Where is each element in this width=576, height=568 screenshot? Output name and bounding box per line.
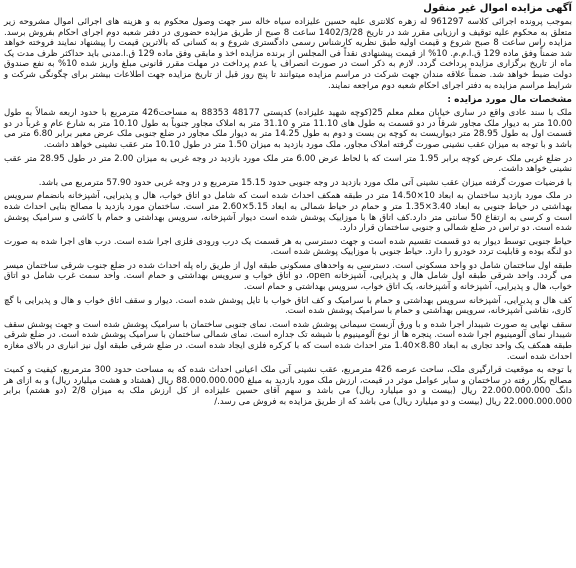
property-paragraph-4: در ملک مورد بازدید ساختمان به ابعاد 10×14.50 متر در طبقه همکف احداث شده است که شامل دو اتاق خواب، هال و پذیرایی، آشپزخانه بانضمام سرویس بهداشتی در حیاط جنوبی به ابعاد 3.40×1.35 متر و حمام در حیاط شمالی به ابعاد 5.15×2.60 متر است. ساختمان مورد بازدید با مصالح بنایی احداث شده است و کرسی به ارتفاع 50 سانتی متر دارد.کف اتاق ها با موزاییک پوشش شده است دیوار آشپزخانه، سرویس بهداشتی و حمام با کاشی و سرامیک پوشش شده است. دو تراس در ضلع شمالی و جنوبی ساختمان قرار دارد. <box>4 191 573 234</box>
auction-notice <box>4 2 572 566</box>
property-paragraph-5: حیاط جنوبی توسط دیوار به دو قسمت تقسیم شده است و جهت دسترسی به هر قسمت یک درب ورودی فلزی اجرا شده است. درب های اجرا شده به صورت دو لنگه بوده و قابلیت تردد خودرو را دارد. حیاط جنوبی با موزاییک پوشش شده است. <box>4 236 572 258</box>
property-paragraph-3: با فرضیات صورت گرفته میزان عقب نشینی آتی ملک مورد بازدید در وجه جنوبی حدود 15.15 مترمربع و در وجه غربی حدود 57.90 مترمربع می باشد. <box>38 177 572 188</box>
property-paragraph-1: ملک با سند عادی واقع در ساری خیابان معلم معلم 25(کوچه شهید علیزاده) کدپستی 48177 88353 به مساحت426 مترمربع با حدود اربعه شمالاً به طول 10.00 متر به دیوار ملک مجاور شرقاً در دو قسمت به طول های 11.10 متر و 31.10 متر به املاک مجاور جنوباً به طول 10.10 متر به شارع عام و غرباً در دو قسمت اول به طول 28.95 متر دیواریست به کوچه بن بست و دوم به طول 14.25 متر به دیوار ملک مجاور در ضلع جنوبی ملک عرض معبر برابر 6.80 متر می باشد و با توجه به میزان عقب نشینی صورت گرفته املاک مجاور، ملک مورد بازدید به میزان 1.50 متر در طول 10.10 متر عقب نشینی خواهد داشت. <box>4 108 573 150</box>
property-paragraph-8: سقف نهایی به صورت شیبدار اجرا شده و با ورق آزبست سیمانی پوشش شده است. نمای جنوبی ساختمان با سرامیک پوشش شده است و جهت پوشش سقف شیبدار نمای آلومینیوم اجرا شده است. پنجره ها از نوع آلومینیوم با شیشه تک جداره است. نمای شمالی ساختمان با سرامیک پوشش شده است. در ضلع شرقی طبقه همکف یک واحد تجاری به ابعاد 8.80×1.40 متر احداث شده است که با کرکره فلزی ایجاد شده است. در ضلع شرقی طبقه اول نیز انباری در بالای مغازه احداث شده است. <box>4 319 572 362</box>
property-valuation: با توجه به موقعیت قرارگیری ملک، ساحت عرصه 426 مترمربع، عقب نشینی آتی ملک اعیانی احداث شده که به مساحت حدود 300 مترمربع، کیفیت و کمیت مصالح بکار رفته در ساختمان و سایر عوامل موثر در قیمت، ارزش ملک مورد بازدید به مبلغ 88.000.000.000 ریال (هشتاد و هشت میلیارد ریال) و به ازای هر دانگ 22.000.000.000 ریال (بیست و دو میلیارد ریال) می باشد و سهم آقای حسین علیزاده از کل ارزش ملک به میزان 2/8 (دو هشتم) برابر 22.000.000.000 ریال (بیست و دو میلیارد ریال) می باشد که از طریق مزایده به فروش می رسد./ <box>4 365 573 407</box>
notice-intro: بموجب پرونده اجرائی کلاسه 961297 له زهره کلانتری علیه حسین علیزاده سیاه خاله سر جهت وصول محکوم به و هزینه های اجرائی اموال مشروحه زیر متعلق به محکوم علیه توقیف و ارزیابی مقرر شد در تاریخ 1402/3/28 ساعت 8 صبح از طریق مزایده حضوری در دفتر شعبه دوم اجرای احکام بفروش برسد. مزایده راس ساعت 8 صبح شروع و قیمت اولیه طبق نظریه کارشناس رسمی دادگستری شروع و به کسانی که بالاترین قیمت را پیشنهاد نمایند فروخته خواهد شد ضمناً وفق ماده 129 ق.ا.م.م. 10% از قیمت پیشنهادی نقداً فی المجلس از برنده مزایده اخذ و مابقی وفق ماده 129 ق.ا.مدنی باید حداکثر ظرف مدت یک ماه از تاریخ برگزاری مزایده پرداخت گردد. لازم به ذکر است در صورت انصراف یا عدم پرداخت در مهلت مقرر قانونی مبلغ واریز شده 10% به نفع صندوق دولت ضبط خواهد شد. ضمناً علاقه مندان جهت شرکت در مراسم مزایده میتوانند تا پنج روز قبل از تاریخ مزایده جهت اطلاعات بیشتر برای چگونگی شرکت و شرایط مراسم مزایده به دفتر اجرای احکام شعبه دوم مراجعه نمایند. <box>4 17 573 91</box>
property-paragraph-2: در ضلع غربی ملک عرض کوچه برابر 1.95 متر است که با لحاظ عرض 6.00 متر ملک مورد بازدید در وجه غربی به میزان 2.00 متر در طول 28.95 متر عقب نشینی خواهد داشت. <box>4 153 573 175</box>
property-specs-heading: مشخصات مال مورد مزایده : <box>447 95 572 106</box>
property-paragraph-6: طبقه اول ساختمان شامل دو واحد مسکونی است. دسترسی به واحدهای مسکونی طبقه اول از طریق راه پله احداث شده در ضلع جنوب شرقی ساختمان میسر می گردد. واحد شرقی طبقه اول شامل هال و پذیرایی، آشپزخانه open، دو اتاق خواب و سرویس بهداشتی و حمام است. واحد سمت غرب شامل دو اتاق خواب، هال و پذیرایی، آشپزخانه و آشپزخانه، یک اتاق خواب، سرویس بهداشتی و حمام است. <box>4 260 573 293</box>
property-paragraph-7: کف هال و پذیرایی، آشپزخانه سرویس بهداشتی و حمام با سرامیک و کف اتاق خواب با تایل پوشش شده است. دیوار و سقف اتاق خواب و هال و پذیرایی با گچ کاری، نقاشی آشپزخانه، سرویس بهداشتی و حمام با سرامیک پوشش شده است. <box>4 295 572 317</box>
notice-title: آگهی مزایده اموال غیر منقول <box>423 3 572 14</box>
